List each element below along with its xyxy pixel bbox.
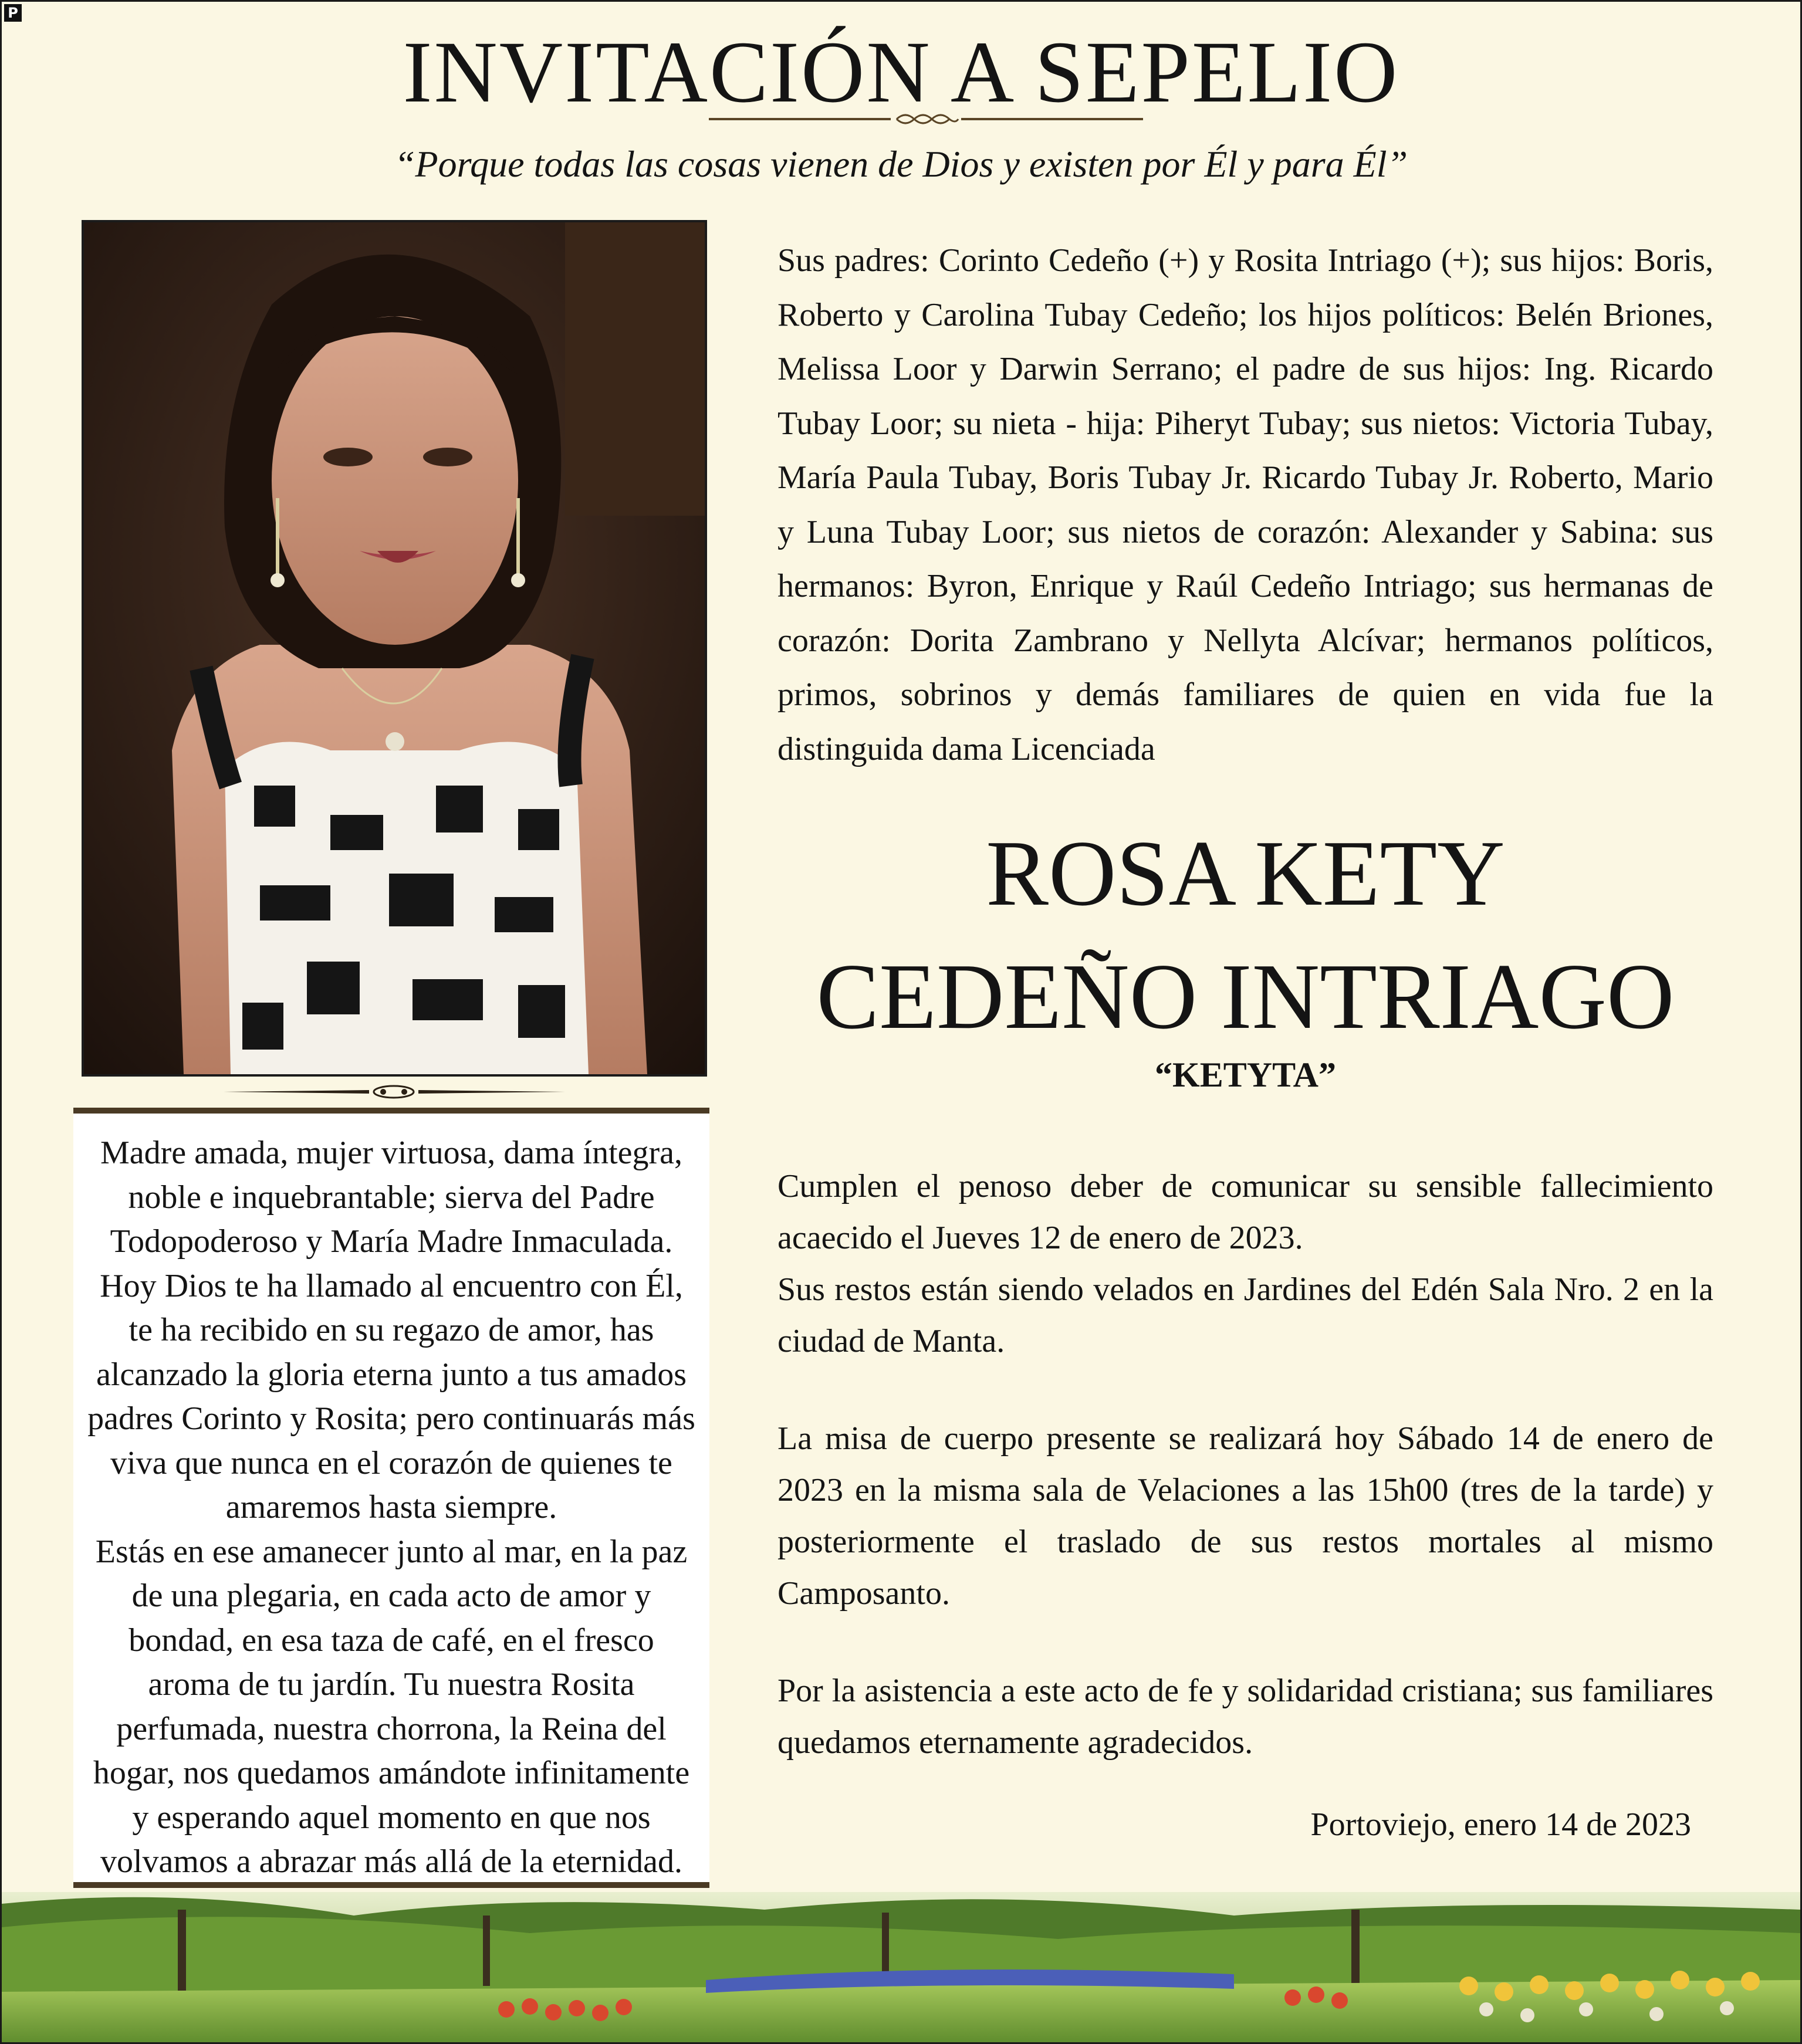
notice-death: Cumplen el penoso deber de comunicar su sensible fallecimiento acaecido el Jueves 12 de enero de 2023. <box>777 1168 1713 1256</box>
family-list: Sus padres: Corinto Cedeño (+) y Rosita Intriago (+); sus hijos: Boris, Roberto y Carolina Tubay Cedeño; los hijos políticos: Belén Briones, Melissa Loor y Darwin Serrano; el padre de sus hijos: Ing. Ricardo Tubay Loor; su nieta - hija: Piheryt Tubay; sus nietos: Victoria Tubay, María Paula Tubay, Boris Tubay Jr. Ricardo Tubay Jr. Roberto, Mario y Luna Tubay Loor; sus nietos de corazón: Alexander y Sabina: sus hermanos: Byron, Enrique y Raúl Cedeño Intriago; sus hermanas de corazón: Dorita Zambrano y Nellyta Alcívar; hermanos políticos, primos, sobrinos y demás familiares de quien en vida fue la distinguida dama Licenciada <box>777 242 1713 767</box>
notice-thanks: Por la asistencia a este acto de fe y solidaridad cristiana; sus familiares quedamos eternamente agradecidos. <box>777 1673 1713 1761</box>
portrait-photo <box>82 220 707 1077</box>
notice-wake: Sus restos están siendo velados en Jardines del Edén Sala Nro. 2 en la ciudad de Manta. <box>777 1271 1713 1359</box>
place-date: Portoviejo, enero 14 de 2023 <box>1310 1806 1691 1843</box>
bible-quote: “Porque todas las cosas vienen de Dios y existen por Él y para Él” <box>394 143 1408 185</box>
tribute-paragraph: Estás en ese amanecer junto al mar, en la paz de una plegaria, en cada acto de amor y bondad, en esa taza de café, en el fresco aroma de tu jardín. Tu nuestra Rosita perfumada, nuestra chorrona, la Reina del hogar, nos quedamos amándote infinitamente y esperando aquel momento en que nos volvamos a abrazar más allá de la eternidad. <box>93 1533 690 1880</box>
tribute-box <box>73 1108 709 1888</box>
deceased-name-line2: CEDEÑO INTRIAGO <box>816 944 1675 1048</box>
ornament-divider-icon <box>217 1083 571 1101</box>
notice-mass: La misa de cuerpo presente se realizará hoy Sábado 14 de enero de 2023 en la misma sala de Velaciones a las 15h00 (tres de la tarde) y posteriormente el traslado de sus restos mortales al mismo Camposanto. <box>777 1420 1713 1612</box>
garden-banner-icon <box>2 1892 1800 2044</box>
page-title: INVITACIÓN A SEPELIO <box>403 23 1399 121</box>
deceased-name-line1: ROSA KETY <box>986 821 1505 925</box>
publisher-mark-icon: P <box>4 4 22 22</box>
ornament-divider-icon <box>703 110 1149 128</box>
deceased-nickname: “KETYTA” <box>1155 1055 1336 1094</box>
funeral-notice <box>777 1160 1713 1768</box>
tribute-paragraph: Madre amada, mujer virtuosa, dama íntegra, noble e inquebrantable; sierva del Padre Todopoderoso y María Madre Inmaculada. Hoy Dios te ha llamado al encuentro con Él, te ha recibido en su regazo de amor, has alcanzado la gloria eterna junto a tus amados padres Corinto y Rosita; pero continuarás más viva que nunca en el corazón de quienes te amaremos hasta siempre. <box>87 1135 695 1525</box>
